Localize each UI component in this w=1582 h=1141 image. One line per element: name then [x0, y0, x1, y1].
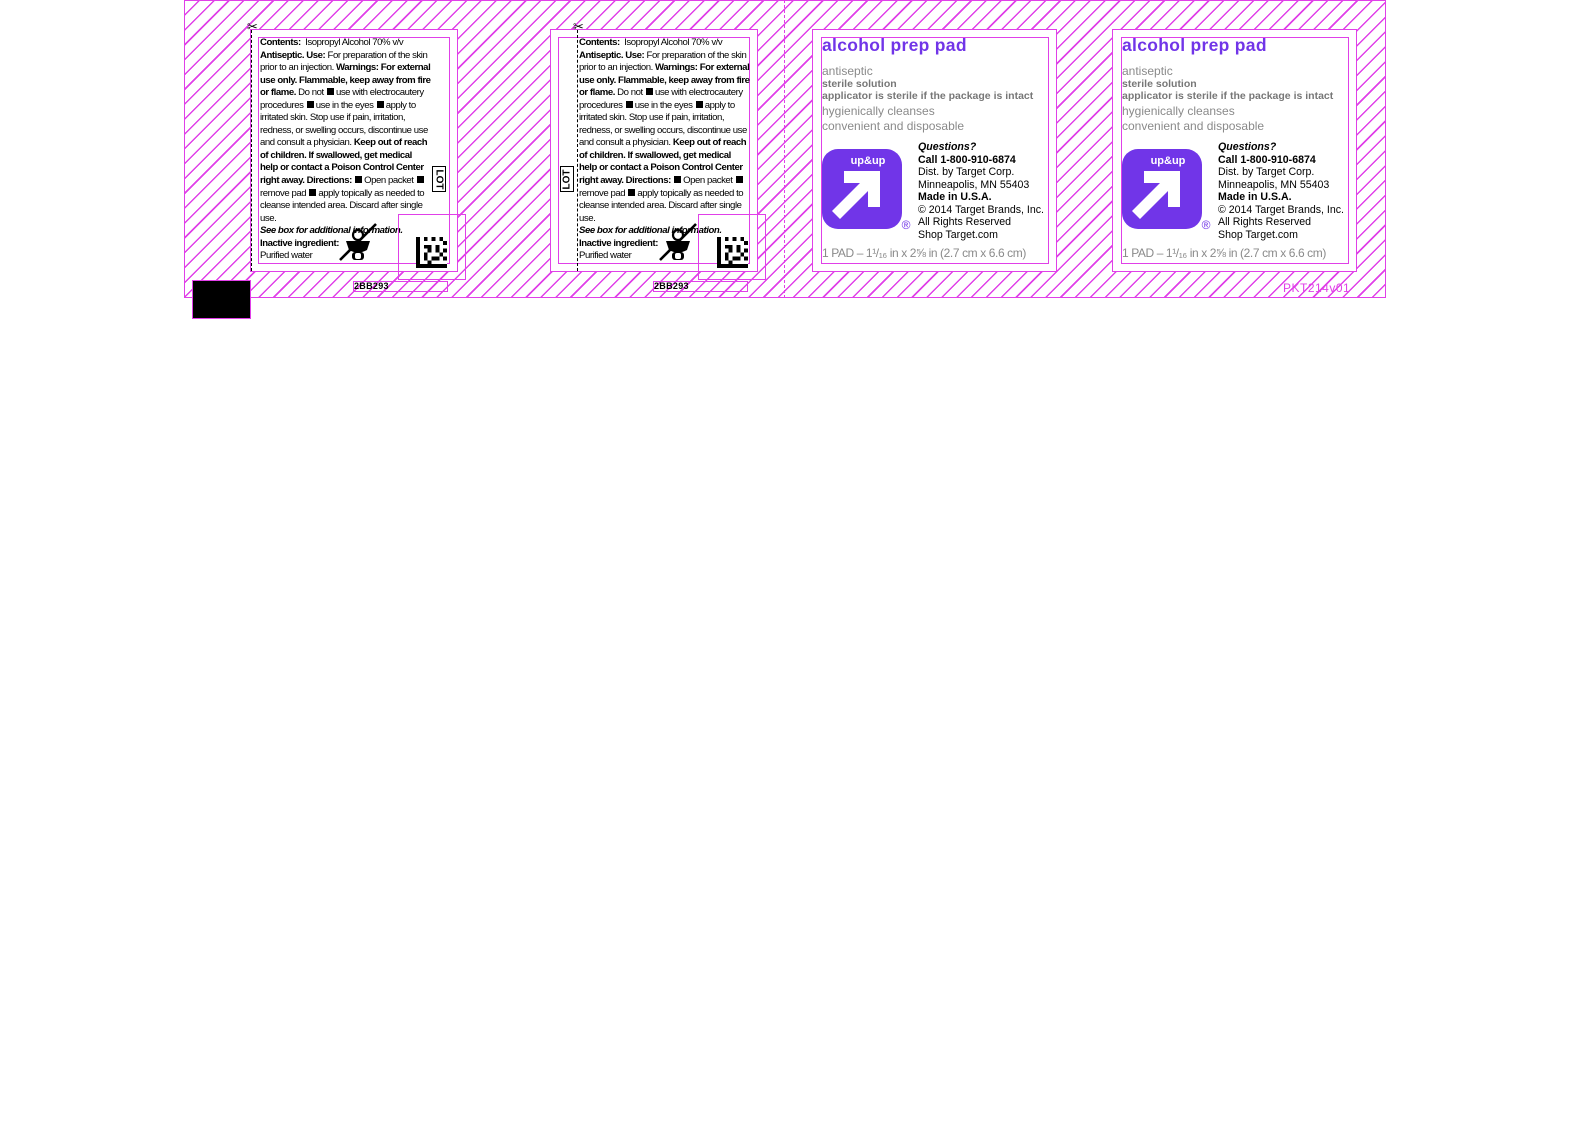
registered-mark: ® — [1201, 218, 1211, 231]
registered-mark: ® — [901, 218, 911, 231]
product-line-sterile: sterile solution — [1122, 78, 1197, 90]
logo-text: up&up — [850, 155, 886, 167]
back-panel-1-text: Contents: Isopropyl Alcohol 70% v/v Antiseptic. Use: For preparation of the skin prior to an injection. Warnings: For external use only. Flammable, keep away from fire or flame. Do not use with electrocautery procedures use in the eyes apply to irritated skin. Stop use if pain, irritation, redness, or swelling occurs, discontinue use and consult a physician. Keep out of reach of children. If swallowed, get medical help or contact a Poison Control Center right away. Directions: Open packet remove pad apply topically as needed to cleanse intended area. Discard after single use. See box for additional information. Inactive ingredient: Purified water — [260, 37, 431, 262]
product-line-applicator: applicator is sterile if the package is intact — [1122, 90, 1334, 102]
up-and-up-logo — [820, 149, 912, 231]
size-line-1: 1 PAD – 1¹/₁₆ in x 2⅝ in (2.7 cm x 6.6 cm) — [822, 246, 1026, 260]
datamatrix-code-1 — [416, 237, 447, 268]
version-code: PKT214v01 — [1283, 281, 1351, 295]
fold-divider — [784, 0, 785, 298]
lot-box-2: LOT — [560, 166, 574, 192]
registration-mark — [193, 281, 250, 318]
product-title: alcohol prep pad — [822, 35, 967, 55]
company-info-1: Questions? Call 1-800-910-6874 Dist. by Target Corp. Minneapolis, MN 55403 Made in U.S.A. © 2014 Target Brands, Inc. All Rights Reserved Shop Target.com — [918, 141, 1044, 241]
datamatrix-code-2 — [717, 237, 748, 268]
up-and-up-logo — [1120, 149, 1212, 231]
product-line-antiseptic: antiseptic — [822, 64, 873, 78]
product-line-disposable: convenient and disposable — [822, 119, 965, 133]
size-line-2: 1 PAD – 1¹/₁₆ in x 2⅝ in (2.7 cm x 6.6 cm) — [1122, 246, 1326, 260]
product-line-cleanses: hygienically cleanses — [822, 104, 935, 118]
product-line-sterile: sterile solution — [822, 78, 897, 90]
logo-text: up&up — [1150, 155, 1186, 167]
lot-box-1: LOT — [432, 166, 446, 192]
do-not-drink-icon — [338, 222, 378, 262]
product-line-antiseptic: antiseptic — [1122, 64, 1173, 78]
scissors-icon: ✂ — [247, 19, 258, 34]
product-title: alcohol prep pad — [1122, 35, 1267, 55]
do-not-drink-icon — [658, 222, 698, 262]
cut-line-1 — [251, 30, 252, 271]
lot-code-2: 2BB293 — [654, 281, 689, 291]
back-panel-2-text: Contents: Isopropyl Alcohol 70% v/v Antiseptic. Use: For preparation of the skin prior to an injection. Warnings: For external use only. Flammable, keep away from fire or flame. Do not use with electrocautery procedures use in the eyes apply to irritated skin. Stop use if pain, irritation, redness, or swelling occurs, discontinue use and consult a physician. Keep out of reach of children. If swallowed, get medical help or contact a Poison Control Center right away. Directions: Open packet remove pad apply topically as needed to cleanse intended area. Discard after single use. See box for additional information. Inactive ingredient: Purified water — [579, 37, 750, 262]
product-line-cleanses: hygienically cleanses — [1122, 104, 1235, 118]
lot-code-1: 2BB293 — [354, 281, 389, 291]
product-line-applicator: applicator is sterile if the package is intact — [822, 90, 1034, 102]
scissors-icon: ✂ — [573, 19, 584, 34]
cut-line-2 — [577, 30, 578, 271]
product-line-disposable: convenient and disposable — [1122, 119, 1265, 133]
company-info-2: Questions? Call 1-800-910-6874 Dist. by Target Corp. Minneapolis, MN 55403 Made in U.S.A. © 2014 Target Brands, Inc. All Rights Reserved Shop Target.com — [1218, 141, 1344, 241]
